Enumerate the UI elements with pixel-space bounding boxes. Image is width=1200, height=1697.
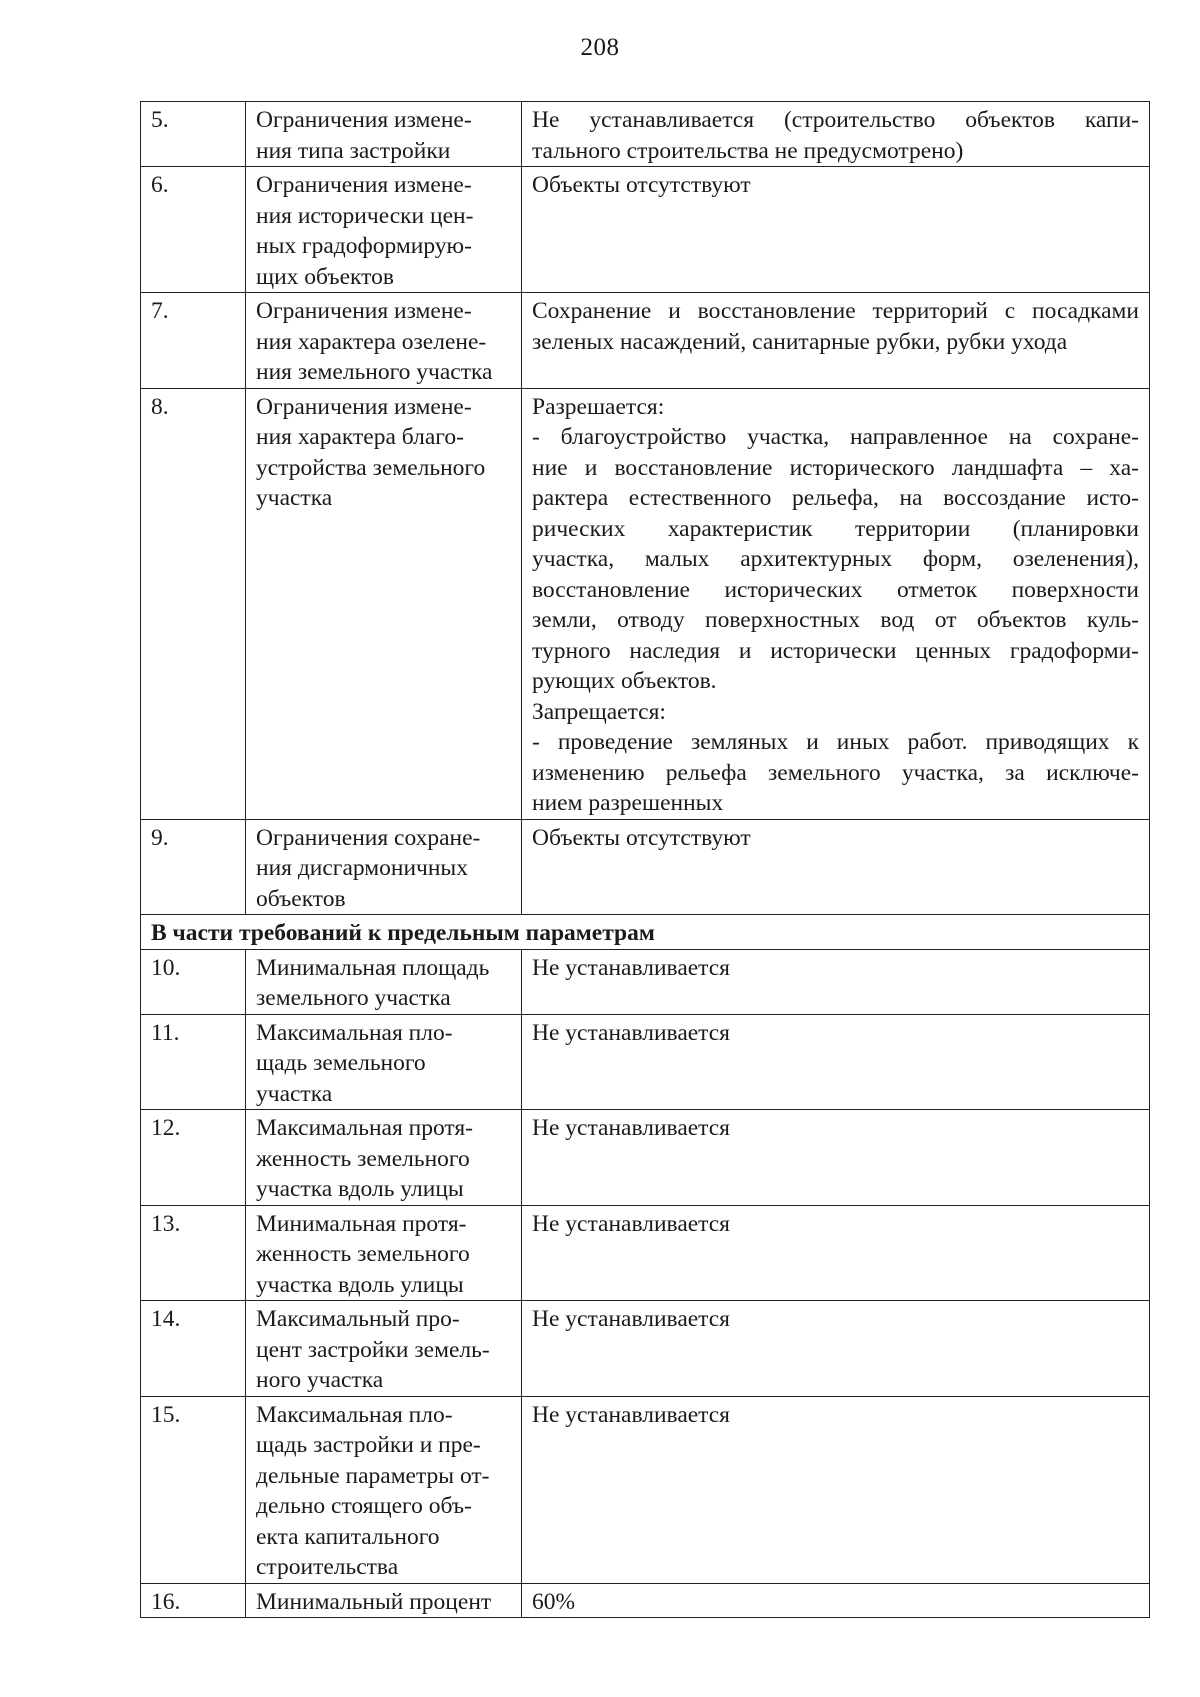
parameter-name-line: земельного участка <box>256 985 451 1011</box>
parameter-value-line: тального строительства не предусмотрено) <box>532 137 964 164</box>
parameter-value-line: Запрещается: <box>532 698 666 725</box>
parameter-value-line: Не устанавливается <box>532 1019 730 1046</box>
row-number: 15. <box>141 1396 246 1583</box>
parameter-name-line: ного участка <box>256 1367 384 1393</box>
parameter-value <box>522 388 1150 819</box>
parameter-name <box>246 1301 522 1397</box>
parameter-name <box>246 388 522 819</box>
parameter-value-line: Не устанавливается <box>532 1115 730 1141</box>
parameter-value <box>522 102 1150 167</box>
parameter-value-line: Не устанавливается <box>532 1401 730 1428</box>
parameter-name-line: Ограничения измене- <box>256 172 472 198</box>
table-row <box>141 1301 1150 1397</box>
parameter-name-line: ния характера озелене- <box>256 328 487 355</box>
parameter-name-line: Минимальная протя- <box>256 1210 467 1237</box>
parameter-value-line: рактера естественного рельефа, на воссоздание исто- <box>532 485 1139 511</box>
row-number: 9. <box>141 819 246 915</box>
parameter-value-line: Не устанавливается <box>532 954 730 981</box>
parameter-name-line: цент застройки земель- <box>256 1336 490 1363</box>
page-number: 208 <box>580 34 620 61</box>
parameter-name-line: Максимальная протя- <box>256 1115 474 1141</box>
row-number: 5. <box>141 102 246 167</box>
parameter-name <box>246 1110 522 1206</box>
parameter-value <box>522 1014 1150 1110</box>
parameter-name-line: ния типа застройки <box>256 137 451 164</box>
parameter-value-line: Не устанавливается <box>532 1306 730 1332</box>
table-row <box>141 949 1150 1014</box>
parameter-name-line: объектов <box>256 885 346 912</box>
parameter-name-line: Максимальный про- <box>256 1306 460 1332</box>
parameter-name <box>246 102 522 167</box>
row-number: 6. <box>141 167 246 293</box>
table-row <box>141 102 1150 167</box>
row-number: 7. <box>141 293 246 389</box>
table-row <box>141 388 1150 819</box>
parameter-value-line: рических характеристик территории (планировки <box>532 515 1139 542</box>
section-title: В части требований к предельным параметрам <box>141 915 1150 950</box>
parameter-name-line: ния характера благо- <box>256 424 464 450</box>
parameter-value-line: 60% <box>532 1588 576 1615</box>
parameter-value <box>522 167 1150 293</box>
parameter-name <box>246 1205 522 1301</box>
parameter-name-line: Максимальная пло- <box>256 1019 453 1046</box>
row-number: 16. <box>141 1583 246 1618</box>
table-row <box>141 293 1150 389</box>
parameter-value <box>522 1583 1150 1618</box>
parameter-value-line: ние и восстановление исторического ландшафта – ха- <box>532 454 1139 481</box>
parameter-value-line: Сохранение и восстановление территорий с посадками <box>532 298 1139 324</box>
parameter-value <box>522 1110 1150 1206</box>
parameter-value-line: нием разрешенных <box>532 790 724 816</box>
table-row <box>141 1014 1150 1110</box>
parameter-name-line: Ограничения измене- <box>256 393 472 420</box>
parameter-value-line: рующих объектов. <box>532 668 717 694</box>
row-number: 13. <box>141 1205 246 1301</box>
table-row <box>141 1110 1150 1206</box>
row-number: 14. <box>141 1301 246 1397</box>
parameter-name-line: щадь застройки и пре- <box>256 1432 481 1458</box>
table-row <box>141 1583 1150 1618</box>
parameter-name <box>246 167 522 293</box>
parameter-name-line: ния дисгармоничных <box>256 855 468 881</box>
row-number: 11. <box>141 1014 246 1110</box>
parameter-value <box>522 1205 1150 1301</box>
parameter-value-line: участка, малых архитектурных форм, озеленения), <box>532 546 1139 572</box>
parameter-value-line: - проведение земляных и иных работ. приводящих к <box>532 729 1139 755</box>
parameter-value-line: Не устанавливается <box>532 1210 730 1237</box>
parameter-value <box>522 1396 1150 1583</box>
table-row <box>141 1396 1150 1583</box>
parameter-value <box>522 1301 1150 1397</box>
parameter-name-line: участка вдоль улицы <box>256 1271 464 1298</box>
parameter-name-line: ния исторически цен- <box>256 202 474 229</box>
parameter-value-line: Разрешается: <box>532 393 665 420</box>
parameter-name-line: ных градоформирую- <box>256 233 472 259</box>
parameter-name-line: участка <box>256 1080 333 1107</box>
parameter-name-line: Ограничения измене- <box>256 107 472 133</box>
row-number: 12. <box>141 1110 246 1206</box>
parameter-name <box>246 819 522 915</box>
parameter-value <box>522 949 1150 1014</box>
parameter-name-line: участка вдоль улицы <box>256 1176 464 1202</box>
row-number: 10. <box>141 949 246 1014</box>
parameter-name-line: Минимальная площадь <box>256 954 490 981</box>
parameter-value <box>522 819 1150 915</box>
parameter-name-line: устройства земельного <box>256 454 486 481</box>
parameter-value-line: Не устанавливается (строительство объектов капи- <box>532 107 1139 133</box>
parameter-value-line: изменению рельефа земельного участка, за исключе- <box>532 759 1139 786</box>
parameter-name-line: участка <box>256 485 333 511</box>
parameter-name-line: щих объектов <box>256 263 394 290</box>
regulations-table <box>140 101 1150 1618</box>
parameter-name-line: женность земельного <box>256 1241 470 1267</box>
parameter-name-line: Ограничения измене- <box>256 298 472 324</box>
table-row <box>141 819 1150 915</box>
parameter-value-line: турного наследия и исторически ценных градоформи- <box>532 637 1139 664</box>
parameter-name-line: строительства <box>256 1554 399 1580</box>
parameter-name-line: Минимальный процент <box>256 1588 492 1615</box>
parameter-name <box>246 1396 522 1583</box>
table-row <box>141 1205 1150 1301</box>
parameter-value-line: земли, отводу поверхностных вод от объектов куль- <box>532 607 1139 633</box>
parameter-name <box>246 949 522 1014</box>
parameter-name-line: Ограничения сохране- <box>256 824 481 851</box>
parameter-name-line: щадь земельного <box>256 1050 426 1076</box>
table-body <box>141 102 1150 1618</box>
parameter-name-line: дельные параметры от- <box>256 1462 490 1489</box>
parameter-value-line: восстановление исторических отметок поверхности <box>532 576 1139 603</box>
parameter-name <box>246 1014 522 1110</box>
parameter-value-line: Объекты отсутствуют <box>532 824 751 851</box>
parameter-name-line: ния земельного участка <box>256 359 493 385</box>
parameter-value <box>522 293 1150 389</box>
parameter-name-line: дельно стоящего объ- <box>256 1493 472 1519</box>
parameter-value-line: зеленых насаждений, санитарные рубки, рубки ухода <box>532 328 1068 355</box>
row-number: 8. <box>141 388 246 819</box>
parameter-name-line: Максимальная пло- <box>256 1401 453 1428</box>
parameter-name <box>246 1583 522 1618</box>
parameter-value-line: Объекты отсутствуют <box>532 172 751 198</box>
section-row <box>141 915 1150 950</box>
parameter-value-line: - благоустройство участка, направленное на сохране- <box>532 424 1139 450</box>
table-row <box>141 167 1150 293</box>
parameter-name <box>246 293 522 389</box>
parameter-name-line: женность земельного <box>256 1145 470 1172</box>
parameter-name-line: екта капитального <box>256 1523 440 1550</box>
